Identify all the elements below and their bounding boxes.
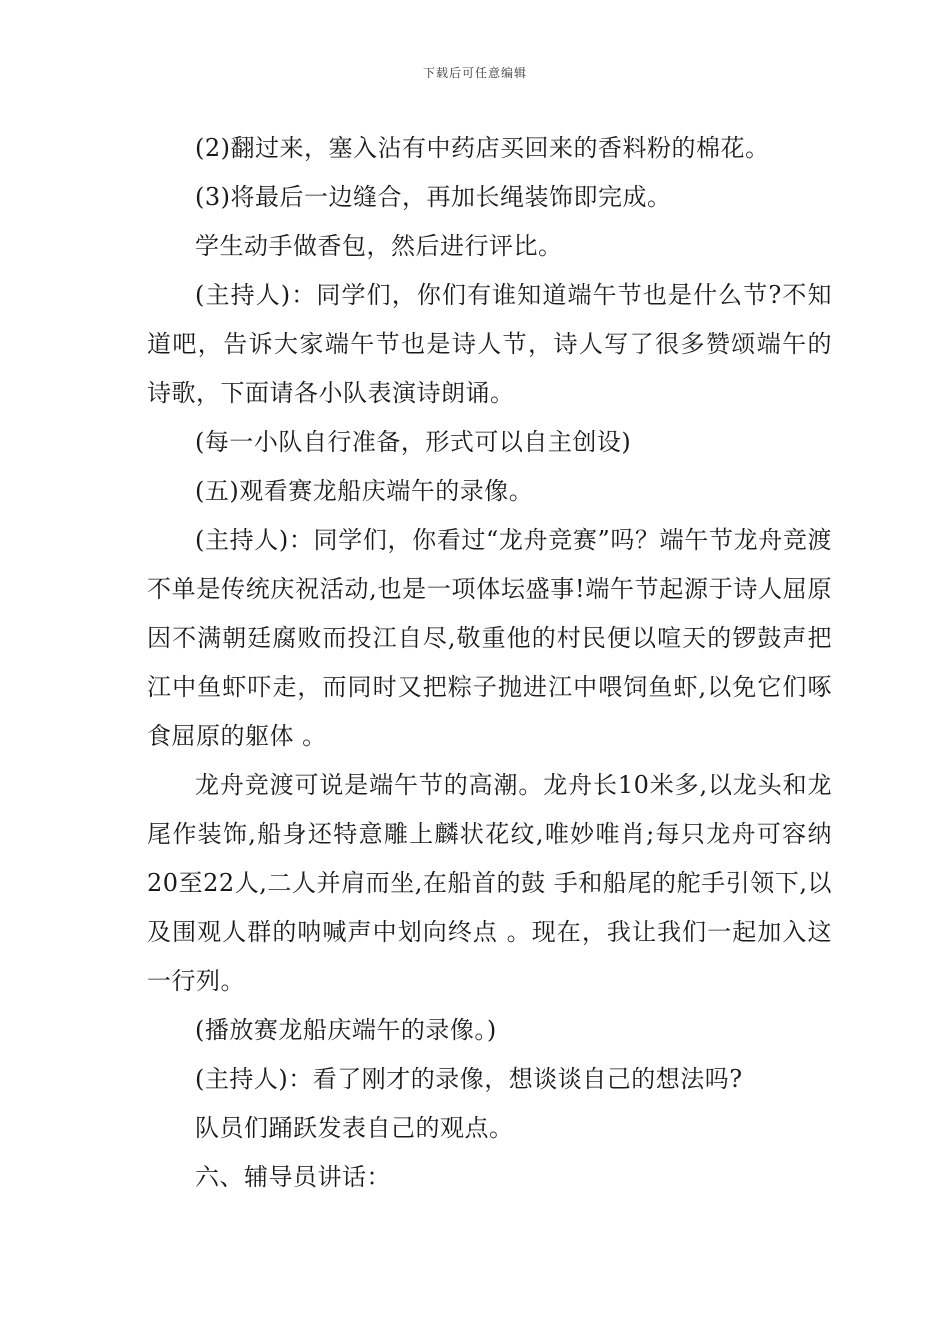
page-header: 下载后可任意编辑 [422,66,527,80]
paragraph-play-video: (播放赛龙船庆端午的录像。) [195,1016,497,1044]
paragraph-dragon-boat-description: 龙舟竞渡可说是端午节的高潮。龙舟长10米多,以龙头和龙尾作装饰,船身还特意雕上麟状花纹,唯妙唯肖;每只龙舟可容纳20至22人,二人并肩而坐,在船首的鼓 手和船尾的舵手引领下,以及围观人群的呐喊声中划向终点 。现在，我让我们一起加入这一行列。 [147,771,832,995]
paragraph-section-six-heading: 六、辅导员讲话： [195,1163,391,1191]
paragraph-sachet-step-3: (3)将最后一边缝合，再加长绳装饰即完成。 [195,183,672,211]
paragraph-students-make-sachets: 学生动手做香包，然后进行评比。 [195,232,563,260]
document-body [147,124,832,1202]
paragraph-host-share-thoughts: (主持人)：看了刚才的录像，想谈谈自己的想法吗? [195,1065,743,1093]
paragraph-section-five-heading: (五)观看赛龙船庆端午的录像。 [195,477,534,505]
paragraph-host-dragon-boat-race: (主持人)：同学们，你看过“龙舟竞赛”吗？端午节龙舟竞渡不单是传统庆祝活动,也是一项体坛盛事!端午节起源于诗人屈原因不满朝廷腐败而投江自尽,敬重他的村民便以喧天的锣鼓声把江中鱼虾吓走，而同时又把粽子抛进江中喂饲鱼虾,以免它们啄食屈原的躯体 。 [147,526,832,750]
paragraph-host-poets-day: (主持人)：同学们，你们有谁知道端午节也是什么节?不知道吧，告诉大家端午节也是诗人节，诗人写了很多赞颂端午的诗歌，下面请各小队表演诗朗诵。 [147,281,832,407]
paragraph-team-preparation: (每一小队自行准备，形式可以自主创设) [195,428,632,456]
paragraph-sachet-step-2: (2)翻过来，塞入沾有中药店买回来的香料粉的棉花。 [195,134,770,162]
paragraph-members-share: 队员们踊跃发表自己的观点。 [195,1114,514,1142]
